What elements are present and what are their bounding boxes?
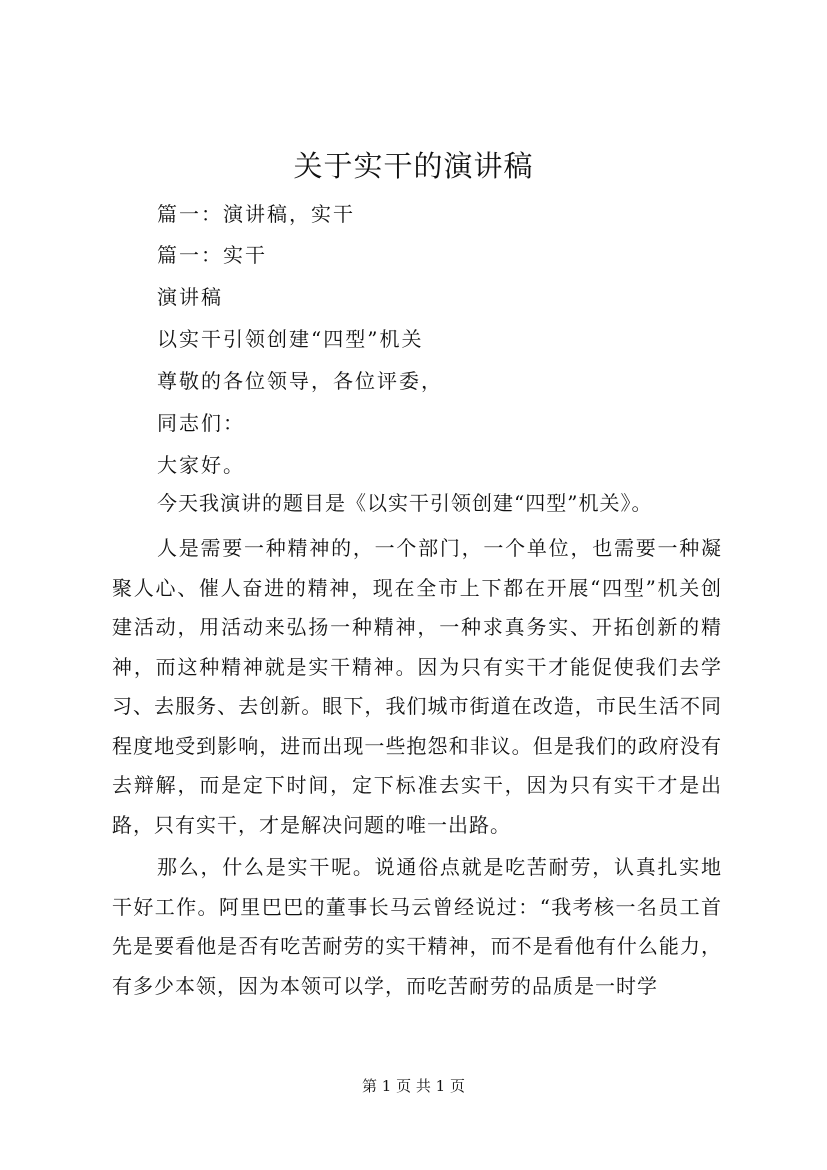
body-paragraph: 人是需要一种精神的，一个部门，一个单位，也需要一种凝聚人心、催人奋进的精神，现在全市上下都在开展“四型”机关创建活动，用活动来弘扬一种精神，一种求真务实、开拓创新的精神，而这种精神就是实干精神。因为只有实干才能促使我们去学习、去服务、去创新。眼下，我们城市街道在改造，市民生活不同程度地受到影响，进而出现一些抱怨和非议。但是我们的政府没有去辩解，而是定下时间，定下标准去实干，因为只有实干才是出路，只有实干，才是解决问题的唯一出路。 (112, 536, 722, 837)
text-line: 大家好。 (157, 453, 245, 477)
page-footer: 第 1 页 共 1 页 (362, 1077, 465, 1095)
document-title: 关于实干的演讲稿 (293, 149, 534, 183)
text-line: 篇一：实干 (157, 243, 267, 267)
text-line: 篇一：演讲稿，实干 (157, 202, 355, 226)
text-line: 同志们： (157, 411, 245, 435)
text-line: 以实干引领创建“四型”机关 (157, 327, 424, 351)
text-line: 今天我演讲的题目是《以实干引领创建“四型”机关》。 (157, 491, 653, 515)
text-line: 演讲稿 (157, 285, 223, 309)
body-paragraph: 那么，什么是实干呢。说通俗点就是吃苦耐劳，认真扎实地干好工作。阿里巴巴的董事长马云曾经说过：“我考核一名员工首先是要看他是否有吃苦耐劳的实干精神，而不是看他有什么能力，有多少本领，因为本领可以学，而吃苦耐劳的品质是一时学 (112, 855, 722, 998)
text-line: 尊敬的各位领导，各位评委， (157, 369, 443, 393)
